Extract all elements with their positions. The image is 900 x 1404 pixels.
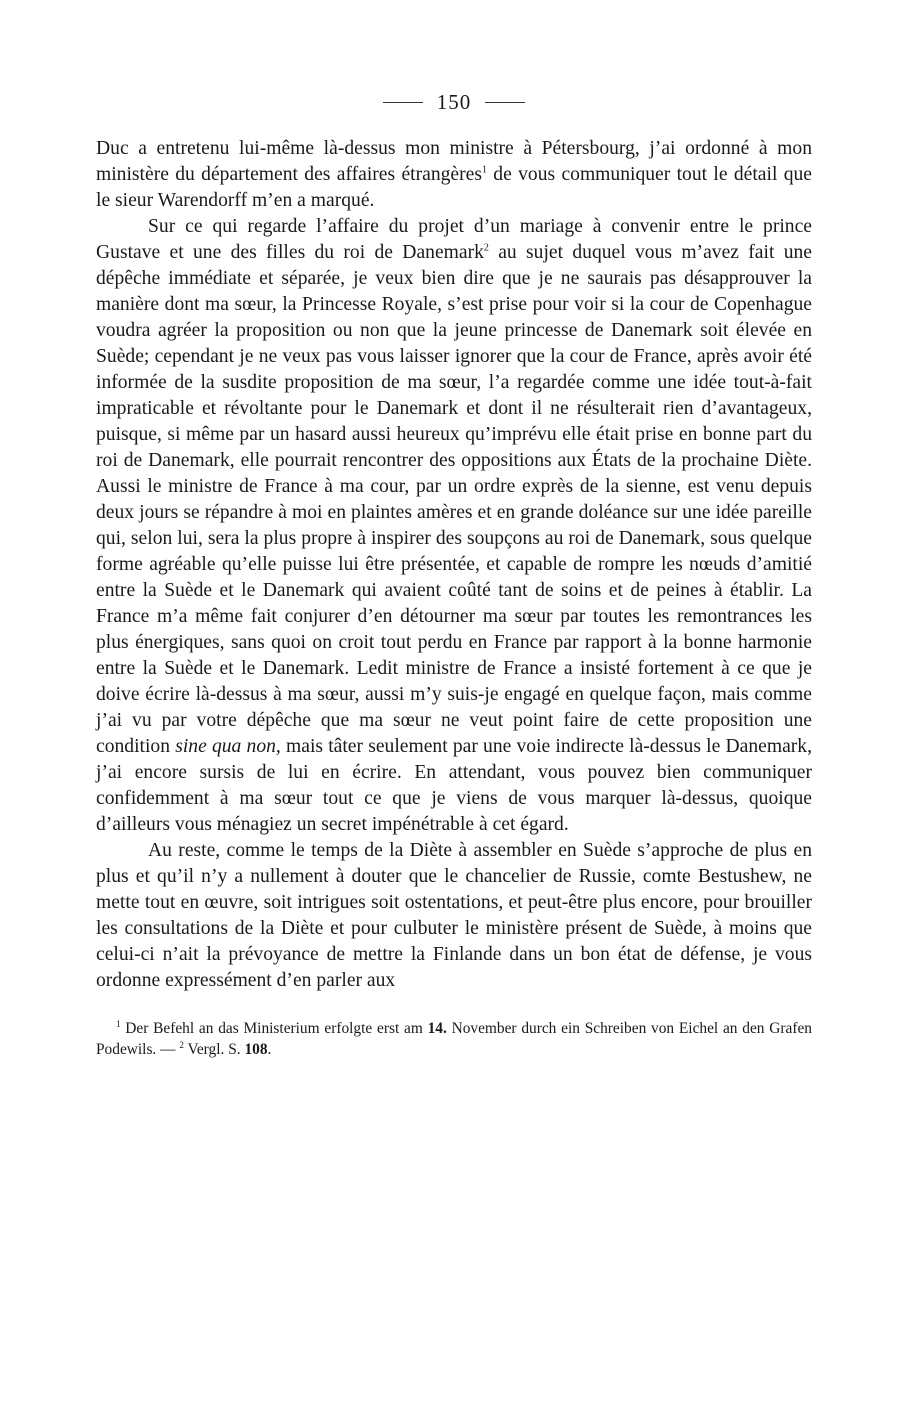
header-rule-left bbox=[383, 102, 423, 103]
text-run: Duc a entretenu lui-même là-dessus mon ministre à Pétersbourg, j’ai ordonné à mon ministère du département des affaires étrangères bbox=[96, 138, 812, 185]
page-number: 150 bbox=[436, 89, 472, 114]
document-page bbox=[96, 88, 812, 1060]
footnote-figure: 14. bbox=[427, 1020, 447, 1037]
footnote-text: Vergl. S. bbox=[183, 1041, 245, 1058]
page-header bbox=[96, 88, 812, 116]
footnotes bbox=[96, 1018, 812, 1060]
footnote-text: November durch ein Schreiben von Eichel an den Grafen Podewils. — bbox=[96, 1020, 812, 1058]
footnote-marker: 2 bbox=[483, 242, 489, 254]
body-text bbox=[96, 136, 812, 994]
text-run: de vous communiquer tout le détail que le sieur Warendorff m’en a marqué. bbox=[96, 164, 813, 211]
footnote-marker: 1 bbox=[481, 164, 487, 176]
text-run: mais tâter seulement par une voie indirecte là-dessus le Danemark, j’ai encore sursis de lui en écrire. En attendant, vous pouvez bien communiquer confidemment à ma sœur tout ce que je viens de vous marquer là-dessus, quoique d’ailleurs vous ménagiez un secret impénétrable à cet égard. bbox=[96, 736, 812, 835]
footnote-number: 1 bbox=[116, 1018, 121, 1029]
paragraph-1 bbox=[96, 136, 812, 214]
text-run: Sur ce qui regarde l’affaire du projet d’un mariage à convenir entre le prince Gustave et une des filles du roi de Danemark bbox=[96, 216, 812, 263]
footnote-figure: 108 bbox=[244, 1041, 268, 1058]
header-rule-right bbox=[485, 102, 525, 103]
text-run: Au reste, comme le temps de la Diète à assembler en Suède s’approche de plus en plus et qu’il n’y a nullement à douter que le chancelier de Russie, comte Bestushew, ne mette tout en œuvre, soit intrigues soit ostentations, et peut-être plus encore, pour brouiller les consultations de la Diète et pour culbuter le ministère présent de Suède, à moins que celui-ci n’ait la prévoyance de mettre la Finlande dans un bon état de défense, je vous ordonne expressément d’en parler aux bbox=[96, 840, 812, 991]
text-run: au sujet duquel vous m’avez fait une dépêche immédiate et séparée, je veux bien dire que je ne saurais pas désapprouver la manière dont ma sœur, la Princesse Royale, s’est prise pour voir si la cour de Copenhague voudra agréer la proposition ou non que la jeune princesse de Danemark soit élevée en Suède; cependant je ne veux pas vous laisser ignorer que la cour de France, après avoir été informée de la susdite proposition de ma sœur, l’a regardée comme une idée tout-à-fait impraticable et révoltante pour le Danemark et dont il ne résulterait rien d’avantageux, puisque, si même par un hasard aussi heureux qu’imprévu elle était prise en bonne part du roi de Danemark, elle pourrait rencontrer des oppositions aux États de la prochaine Diète. Aussi le ministre de France à ma cour, par un ordre exprès de la sienne, est venu depuis deux jours se répandre à moi en plaintes amères et en grande doléance sur une idée pareille qui, selon lui, sera la plus propre à inspirer des soupçons au roi de Danemark, sous quelque forme agréable qu’elle puisse lui être présentée, et capable de rompre les nœuds d’amitié entre la Suède et le Danemark qui avaient coûté tant de soins et de peines à établir. La France m’a même fait conjurer d’en détourner ma sœur par toutes les remontrances les plus énergiques, sans quoi on croit tout perdu en France par rapport à la bonne harmonie entre la Suède et le Danemark. Ledit ministre de France a insisté fortement à ce que je doive écrire là-dessus à ma sœur, aussi m’y suis-je engagé en quelque façon, mais comme j’ai vu par votre dépêche que ma sœur ne veut point faire de cette proposition une condition bbox=[96, 242, 812, 757]
italic-phrase: sine qua non, bbox=[175, 736, 281, 757]
paragraph-2 bbox=[96, 214, 812, 838]
paragraph-3 bbox=[96, 838, 812, 994]
footnote-text: . bbox=[267, 1041, 272, 1058]
footnote-text: Der Befehl an das Ministerium erfolgte erst am bbox=[120, 1020, 428, 1037]
footnote-number: 2 bbox=[179, 1039, 184, 1050]
